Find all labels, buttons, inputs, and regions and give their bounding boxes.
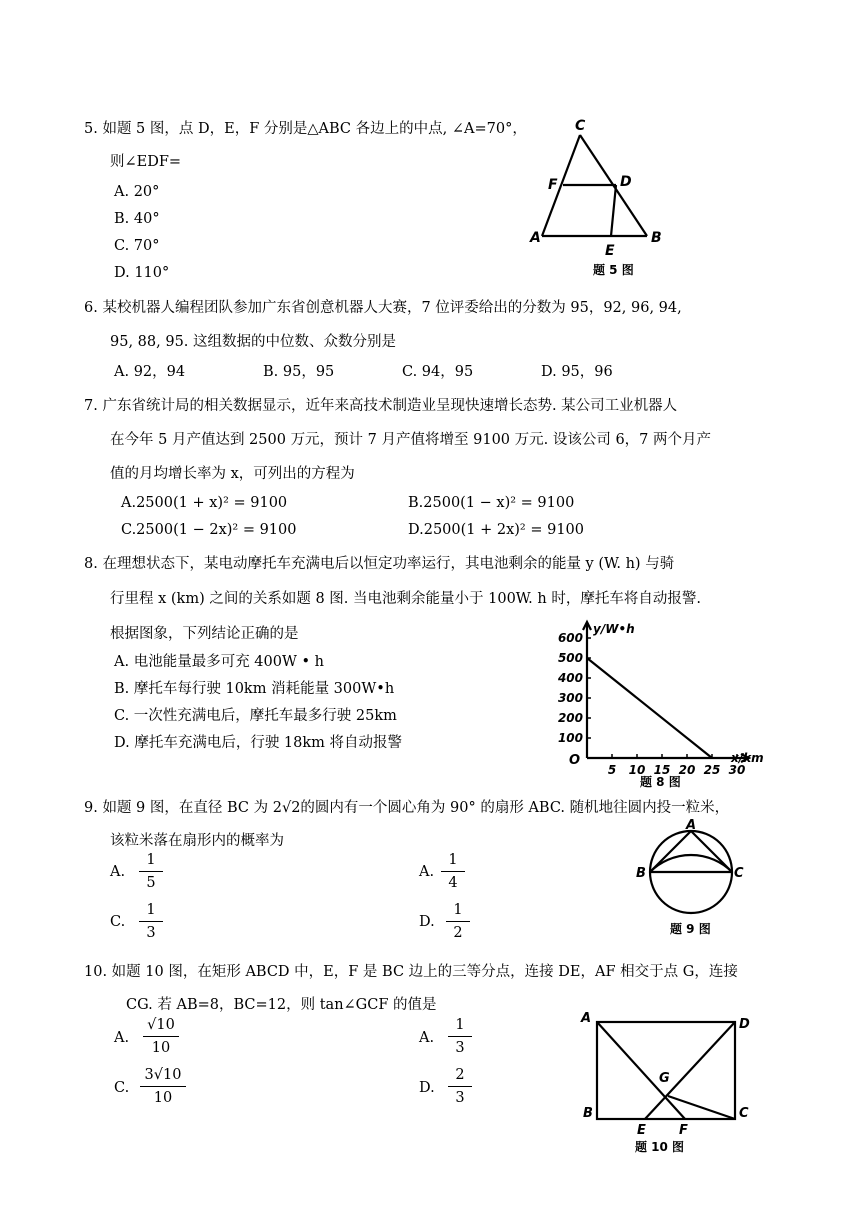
q8-xtick-label: 15	[653, 763, 671, 777]
q8-xlabel: x/km	[731, 751, 764, 765]
q5-label-e: E	[605, 243, 615, 259]
q10-option-a-label: A.	[114, 1030, 130, 1046]
q10-label-a: A	[581, 1011, 592, 1026]
q5-option-a: A. 20°	[114, 184, 160, 200]
q7-stem: 7. 广东省统计局的相关数据显示，近年来高技术制造业呈现快速增长态势. 某公司工业机器人	[84, 398, 678, 414]
q7-option-c: C.2500(1 − 2x)² = 9100	[121, 522, 297, 538]
q9-label-b: B	[636, 866, 646, 881]
q10-option-a-num: √10	[147, 1017, 175, 1033]
q10-stem2: CG. 若 AB=8，BC=12，则 tan∠GCF 的值是	[126, 997, 437, 1013]
q10-option-c-label: C.	[114, 1080, 130, 1096]
q8-series-line	[587, 658, 712, 758]
q5-label-f: F	[548, 177, 558, 193]
q9-option-b-frac	[441, 851, 465, 892]
q8-xtick-label: 30	[728, 763, 746, 777]
q8-option-a: A. 电池能量最多可充 400W • h	[114, 654, 324, 670]
q10-label-b: B	[583, 1106, 593, 1121]
q5-option-d: D. 110°	[114, 265, 170, 281]
q5-label-b: B	[651, 230, 662, 246]
q8-xtick-label: 10	[628, 763, 646, 777]
q6-option-a: A. 92，94	[114, 364, 186, 380]
q9-stem: 9. 如题 9 图，在直径 BC 为 2√2的圆内有一个圆心角为 90° 的扇形 ABC. 随机地往圆内投一粒米，	[84, 800, 730, 816]
q9-option-d-frac	[446, 901, 470, 942]
q10-option-d-num: 2	[455, 1067, 465, 1083]
q10-option-a-den: 10	[151, 1040, 171, 1056]
q10-option-b-label: A.	[419, 1030, 435, 1046]
q5-label-d: D	[620, 174, 632, 190]
q8-ytick-label: 200	[557, 711, 583, 725]
q5-caption: 题 5 图	[593, 263, 634, 277]
q9-option-c-label: C.	[110, 914, 126, 930]
q8-xtick-label: 5	[607, 763, 617, 777]
q10-label-c: C	[739, 1106, 749, 1121]
q9-option-b-label: A.	[419, 864, 435, 880]
q9-figure	[630, 820, 760, 945]
q9-option-a-num: 1	[146, 852, 156, 868]
q9-option-d-num: 1	[453, 902, 463, 918]
q8-caption: 题 8 图	[640, 775, 681, 789]
q7-stem2: 在今年 5 月产值达到 2500 万元，预计 7 月产值将增至 9100 万元. 设该公司 6，7 两个月产	[110, 432, 712, 448]
q9-label-c: C	[734, 866, 744, 881]
q8-ylabel: y/W•h	[593, 622, 635, 636]
q10-option-b-frac	[448, 1016, 472, 1057]
q8-xtick-label: 20	[678, 763, 696, 777]
q9-label-a: A	[686, 818, 697, 833]
q10-option-c-frac	[140, 1066, 186, 1107]
q5-stem2: 则∠EDF=	[110, 154, 182, 170]
q8-ytick-label: 100	[557, 731, 583, 745]
q5-label-a: A	[530, 230, 541, 246]
q9-stem2: 该粒米落在扇形内的概率为	[110, 833, 284, 849]
q10-option-b-den: 3	[455, 1040, 465, 1056]
q9-option-b-num: 1	[448, 852, 458, 868]
q6-option-d: D. 95，96	[541, 364, 613, 380]
q8-ytick-label: 600	[557, 631, 583, 645]
q10-option-b-num: 1	[455, 1017, 465, 1033]
q5-option-b: B. 40°	[114, 211, 160, 227]
q8-origin: O	[569, 753, 581, 768]
q10-option-d-frac	[448, 1066, 472, 1107]
q5-figure	[525, 115, 675, 285]
q9-option-d-label: D.	[419, 914, 435, 930]
q9-option-b-den: 4	[448, 875, 458, 891]
q8-stem3: 根据图象，下列结论正确的是	[110, 626, 299, 642]
q6-option-b: B. 95，95	[263, 364, 335, 380]
q10-option-c-num: 3√10	[144, 1067, 182, 1083]
q10-stem: 10. 如题 10 图，在矩形 ABCD 中，E，F 是 BC 边上的三等分点，连接 DE，AF 相交于点 G，连接	[84, 964, 738, 980]
q8-option-d: D. 摩托车充满电后，行驶 18km 将自动报警	[114, 735, 403, 751]
q10-label-f: F	[679, 1123, 688, 1138]
q10-option-c-den: 10	[153, 1090, 173, 1106]
q9-option-c-num: 1	[146, 902, 156, 918]
q8-chart	[555, 612, 770, 792]
q5-stem: 5. 如题 5 图，点 D，E，F 分别是△ABC 各边上的中点, ∠A=70°，	[84, 121, 527, 137]
q6-stem2: 95, 88, 95. 这组数据的中位数、众数分别是	[110, 334, 397, 350]
q10-label-g: G	[659, 1071, 670, 1086]
q8-option-b: B. 摩托车每行驶 10km 消耗能量 300W•h	[114, 681, 395, 697]
q8-option-c: C. 一次性充满电后，摩托车最多行驶 25km	[114, 708, 397, 724]
q8-ytick-label: 400	[557, 671, 583, 685]
q9-option-a-den: 5	[146, 875, 156, 891]
q10-caption: 题 10 图	[635, 1140, 685, 1154]
q10-label-d: D	[739, 1017, 750, 1032]
q10-figure	[575, 1010, 760, 1155]
q8-xtick-label: 25	[703, 763, 721, 777]
q9-option-a-frac	[139, 851, 163, 892]
q8-ytick-label: 500	[557, 651, 583, 665]
q9-option-d-den: 2	[453, 925, 463, 941]
q6-option-c: C. 94，95	[402, 364, 474, 380]
q5-label-c: C	[575, 118, 586, 134]
q9-option-c-den: 3	[146, 925, 156, 941]
q7-stem3: 值的月均增长率为 x，可列出的方程为	[110, 466, 355, 482]
q9-caption: 题 9 图	[670, 922, 711, 936]
q10-option-a-frac	[143, 1016, 179, 1057]
q7-option-d: D.2500(1 + 2x)² = 9100	[408, 522, 585, 538]
q10-label-e: E	[637, 1123, 646, 1138]
q8-stem2: 行里程 x (km) 之间的关系如题 8 图. 当电池剩余能量小于 100W. h 时，摩托车将自动报警.	[110, 591, 701, 607]
q9-option-c-frac	[139, 901, 163, 942]
q9-option-a-label: A.	[110, 864, 126, 880]
q8-ytick-label: 300	[557, 691, 583, 705]
q7-option-b: B.2500(1 − x)² = 9100	[408, 495, 575, 511]
q5-option-c: C. 70°	[114, 238, 160, 254]
q7-option-a: A.2500(1 + x)² = 9100	[121, 495, 288, 511]
q8-stem: 8. 在理想状态下，某电动摩托车充满电后以恒定功率运行，其电池剩余的能量 y (W. h) 与骑	[84, 556, 675, 572]
q10-option-d-den: 3	[455, 1090, 465, 1106]
q6-stem: 6. 某校机器人编程团队参加广东省创意机器人大赛，7 位评委给出的分数为 95，92, 96, 94,	[84, 300, 682, 316]
q10-option-d-label: D.	[419, 1080, 435, 1096]
